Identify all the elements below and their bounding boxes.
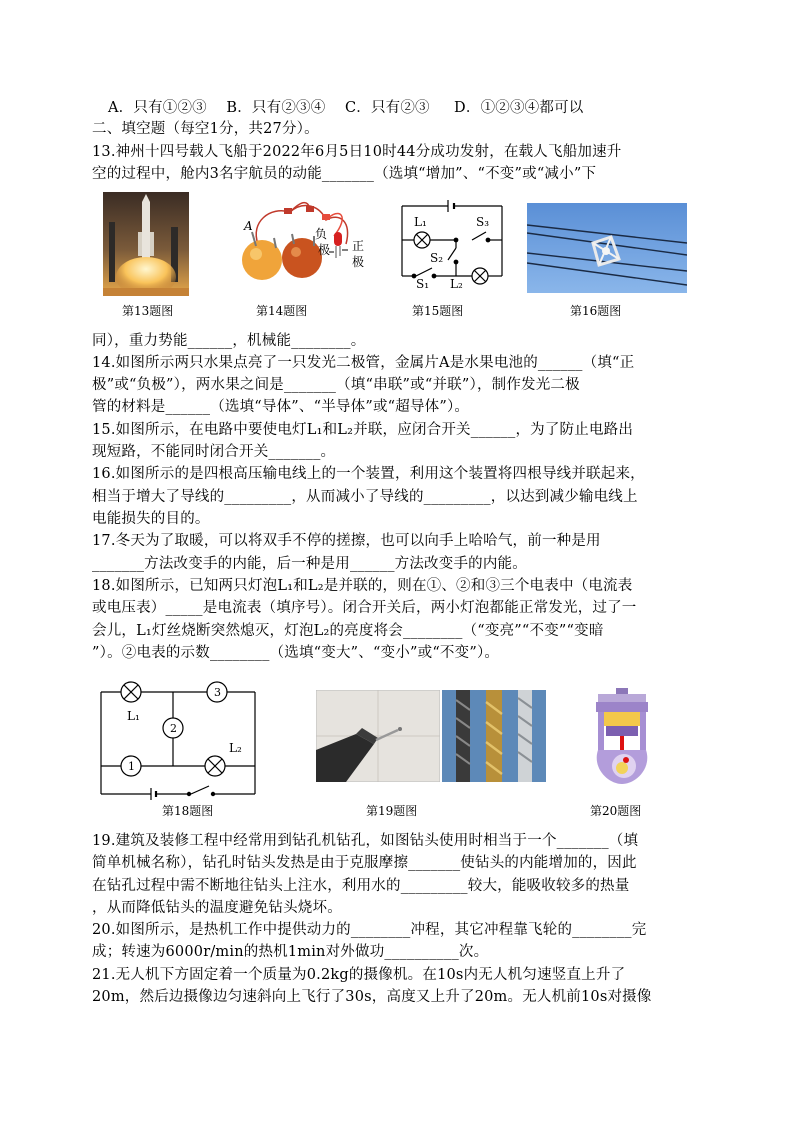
fig18-meter1: 1 [128, 760, 135, 773]
text-line: 14.如图所示两只水果点亮了一只发光二极管，金属片A是水果电池的______（填“正 [92, 355, 635, 371]
fig14-pos1: 正 [352, 239, 365, 253]
fig14-pos2: 极 [352, 255, 365, 269]
circuit-diagram-18 [95, 674, 265, 800]
figure-caption: 第19题图 [366, 804, 418, 818]
figure-caption: 第20题图 [590, 804, 642, 818]
text-line: 或电压表）_____是电流表（填序号）。闭合开关后，两小灯泡都能正常发光，过了一 [92, 600, 637, 616]
fig15-l2: L₂ [450, 277, 463, 288]
text-line: 16.如图所示的是四根高压输电线上的一个装置，利用这个装置将四根导线并联起来， [92, 466, 645, 482]
text-line: 成；转速为6000r/min的热机1min对外做功__________次。 [92, 944, 489, 960]
rocket-launch-photo [103, 192, 189, 296]
text-line: 15.如图所示，在电路中要使电灯L₁和L₂并联，应闭合开关______，为了防止电路出 [92, 422, 634, 438]
text-line: 简单机械名称），钻孔时钻头发热是由于克服摩擦_______使钻头的内能增加的，因此 [92, 855, 637, 871]
drill-bits-photo [442, 690, 546, 782]
text-line: 现短路，不能同时闭合开关_______。 [92, 444, 336, 460]
text-line: ，从而降低钻头的温度避免钻头烧坏。 [92, 900, 342, 916]
text-line: 19.建筑及装修工程中经常用到钻孔机钻孔，如图钻头使用时相当于一个_______（填 [92, 833, 639, 849]
fig14-neg1: 负 [315, 227, 328, 241]
figure-caption: 第18题图 [162, 804, 214, 818]
text-line: 20m，然后边摄像边匀速斜向上飞行了30s，高度又上升了20m。无人机前10s对摄像 [92, 989, 652, 1005]
figure-caption: 第16题图 [570, 304, 622, 318]
text-line: 在钻孔过程中需不断地往钻头上注水，利用水的_________较大，能吸收较多的热量 [92, 878, 630, 894]
text-line: 电能损失的目的。 [92, 511, 210, 527]
text-line: 空的过程中，舱内3名宇航员的动能_______（选填“增加”、“不变”或“减小”下 [92, 166, 597, 182]
fig15-s3: S₃ [476, 215, 490, 229]
text-line: 相当于增大了导线的_________，从而减小了导线的_________，以达到减少输电线上 [92, 489, 638, 505]
text-line: 17.冬天为了取暖，可以将双手不停的搓擦，也可以向手上哈哈气，前一种是用 [92, 533, 601, 549]
fig15-s1: S₁ [416, 277, 430, 288]
fig18-meter3: 3 [214, 686, 221, 699]
figure-caption: 第13题图 [122, 304, 174, 318]
fig18-l1: L₁ [127, 709, 140, 723]
fig14-label-a: A [244, 219, 253, 233]
fig14-neg2: 极 [318, 243, 331, 257]
text-line: 21.无人机下方固定着一个质量为0.2kg的摄像机。在10s内无人机匀速竖直上升了 [92, 967, 626, 983]
text-line: ”）。②电表的示数________（选填“变大”、“变小”或“不变”）。 [92, 645, 500, 661]
figure-caption: 第14题图 [256, 304, 308, 318]
text-line: 管的材料是______（选填“导体”、“半导体”或“超导体”）。 [92, 399, 470, 415]
text-line: 13.神州十四号载人飞船于2022年6月5日10时44分成功发射，在载人飞船加速升 [92, 144, 622, 160]
fig18-l2: L₂ [229, 741, 242, 755]
text-line: 会儿，L₁灯丝烧断突然熄灭，灯泡L₂的亮度将会________（“变亮”“不变”“变暗 [92, 623, 604, 639]
drill-photo [316, 690, 440, 782]
engine-stroke-diagram [590, 688, 654, 784]
circuit-diagram-15 [392, 196, 510, 288]
figure-caption: 第15题图 [412, 304, 464, 318]
text-line: 极”或“负极”），两水果之间是_______（填“串联”或“并联”），制作发光二极 [92, 377, 580, 393]
text-line: 同），重力势能______，机械能________。 [92, 333, 366, 349]
text-line: _______方法改变手的内能，后一种是用______方法改变手的内能。 [92, 556, 527, 572]
power-line-spacer-photo [527, 203, 687, 293]
text-line: A．只有①②③ B．只有②③④ C．只有②③ D．①②③④都可以 [108, 100, 584, 116]
text-line: 二、填空题（每空1分，共27分）。 [92, 121, 319, 137]
fig18-meter2: 2 [170, 722, 177, 735]
text-line: 20.如图所示，是热机工作中提供动力的________冲程，其它冲程靠飞轮的________完 [92, 922, 647, 938]
fruit-battery-diagram [230, 192, 380, 284]
text-line: 18.如图所示，已知两只灯泡L₁和L₂是并联的，则在①、②和③三个电表中（电流表 [92, 578, 633, 594]
fig15-s2: S₂ [430, 251, 444, 265]
fig15-l1: L₁ [414, 215, 427, 229]
